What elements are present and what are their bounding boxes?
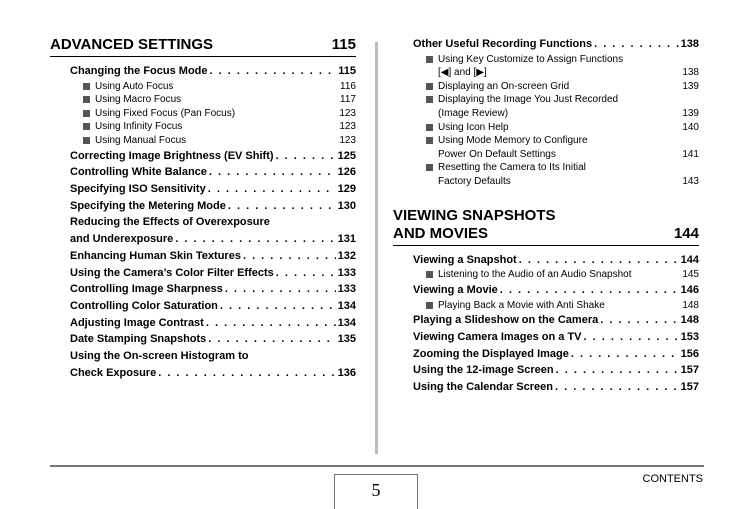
toc-entry[interactable]: [70, 181, 356, 198]
toc-entry-page: 144: [680, 253, 699, 266]
leader-dots: [175, 231, 335, 248]
toc-subentry-page: 148: [682, 299, 699, 311]
toc-subentry-page: 117: [340, 94, 356, 106]
contents-link[interactable]: CONTENTS: [642, 473, 703, 485]
toc-entry-title: Controlling Image Sharpness: [70, 283, 223, 296]
toc-entry-page: 156: [680, 347, 699, 360]
leader-dots: [225, 281, 336, 298]
toc-subentry-page: 138: [682, 67, 699, 79]
toc-entry[interactable]: [413, 329, 699, 346]
leader-dots: [276, 265, 336, 282]
leader-dots: [210, 63, 337, 80]
toc-entry-title: Using the Calendar Screen: [413, 381, 553, 394]
leader-dots: [208, 331, 335, 348]
toc-entry-title: Correcting Image Brightness (EV Shift): [70, 149, 274, 162]
leader-dots: [158, 365, 335, 382]
toc-entry-page: 115: [338, 65, 356, 77]
square-bullet-icon: [426, 56, 433, 63]
leader-dots: [519, 252, 679, 269]
toc-subentry-title-line2: Factory Defaults: [438, 176, 511, 188]
toc-entry-page: 134: [337, 316, 356, 329]
section-page-number: 115: [331, 36, 356, 53]
toc-entry-page: 146: [680, 283, 699, 296]
toc-entry-page: 129: [337, 183, 356, 196]
section-title: ADVANCED SETTINGS: [50, 36, 214, 53]
toc-subentry-title-line1: Resetting the Camera to Its Initial: [438, 162, 586, 174]
toc-entry[interactable]: [70, 348, 356, 381]
leader-dots: [555, 379, 679, 396]
square-bullet-icon: [426, 271, 433, 278]
toc-entry-title: Viewing a Movie: [413, 283, 498, 296]
square-bullet-icon: [426, 302, 433, 309]
toc-subentry-page: 139: [682, 80, 699, 92]
toc-entry[interactable]: [413, 252, 699, 269]
leader-dots: [594, 36, 679, 53]
toc-entry[interactable]: [70, 298, 356, 315]
toc-subentry[interactable]: [83, 134, 356, 148]
toc-subentry-page: 123: [339, 135, 356, 147]
toc-entry-title: Viewing a Snapshot: [413, 253, 517, 266]
toc-entry-title: Using the Camera’s Color Filter Effects: [70, 266, 274, 279]
toc-entry[interactable]: [413, 36, 699, 53]
leader-dots: [208, 181, 336, 198]
toc-entry-title: Date Stamping Snapshots: [70, 333, 207, 346]
toc-subentry[interactable]: [426, 80, 699, 94]
toc-entry-title: Other Useful Recording Functions: [413, 38, 593, 50]
toc-entry[interactable]: [70, 248, 356, 265]
toc-subentry-title-line2: [◀] and [▶]: [438, 67, 487, 79]
toc-entry-title: Zooming the Displayed Image: [413, 347, 569, 360]
square-bullet-icon: [426, 137, 433, 144]
toc-subentry[interactable]: [83, 80, 356, 94]
toc-entry[interactable]: [70, 281, 356, 298]
toc-entry[interactable]: [413, 282, 699, 299]
leader-dots: [206, 315, 336, 332]
toc-entries-left: [70, 63, 356, 382]
toc-entry[interactable]: [70, 315, 356, 332]
leader-dots: [243, 248, 336, 265]
leader-dots: [584, 329, 679, 346]
toc-entry[interactable]: [70, 265, 356, 282]
toc-entry[interactable]: [70, 331, 356, 348]
toc-entry-title-line1: Using the On-screen Histogram to: [70, 350, 249, 363]
toc-subentry-title: Playing Back a Movie with Anti Shake: [438, 299, 605, 311]
toc-entry-page: 133: [337, 266, 356, 279]
toc-entry-title: Using the 12-image Screen: [413, 364, 554, 377]
toc-entry-page: 131: [337, 233, 356, 246]
toc-subentry-title-line2: (Image Review): [438, 108, 509, 120]
toc-entry-title: Playing a Slideshow on the Camera: [413, 314, 599, 327]
toc-entry[interactable]: [70, 214, 356, 247]
toc-entry-title-line2: Check Exposure: [70, 366, 157, 379]
toc-subentry-page: 139: [682, 108, 699, 120]
square-bullet-icon: [426, 96, 433, 103]
toc-entry-page: 148: [680, 314, 699, 327]
toc-entry-title: Adjusting Image Contrast: [70, 316, 204, 329]
toc-subentry-page: 141: [682, 148, 699, 160]
toc-entry-page: 157: [680, 381, 699, 394]
toc-entry[interactable]: [413, 346, 699, 363]
toc-entry-title: Viewing Camera Images on a TV: [413, 330, 582, 343]
toc-entry-title: Enhancing Human Skin Textures: [70, 249, 241, 262]
toc-entry-page: 130: [337, 199, 356, 212]
square-bullet-icon: [83, 110, 90, 117]
square-bullet-icon: [83, 123, 90, 130]
toc-entry-title: Controlling Color Saturation: [70, 300, 218, 312]
toc-subentry-title: Listening to the Audio of an Audio Snapshot: [438, 269, 632, 281]
toc-entry-page: 134: [337, 300, 356, 312]
leader-dots: [600, 312, 678, 329]
toc-subentry-title: Using Macro Focus: [95, 94, 182, 106]
toc-entry-page: 153: [680, 330, 699, 343]
toc-subentry-title-line1: Using Key Customize to Assign Functions: [438, 53, 624, 65]
toc-subentry[interactable]: [426, 161, 699, 188]
toc-entry-title: Specifying ISO Sensitivity: [70, 183, 206, 196]
section-title-line2: AND MOVIES: [393, 224, 489, 242]
toc-subentry-page: 140: [682, 121, 699, 133]
toc-entry-title: Controlling White Balance: [70, 166, 207, 179]
toc-entry[interactable]: [70, 164, 356, 181]
square-bullet-icon: [426, 83, 433, 90]
leader-dots: [571, 346, 679, 363]
toc-entry-title: Changing the Focus Mode: [70, 65, 208, 77]
square-bullet-icon: [83, 83, 90, 90]
toc-subentry-page: 123: [339, 107, 356, 119]
toc-subentry-page: 123: [339, 121, 356, 133]
leader-dots: [276, 148, 336, 165]
toc-entry[interactable]: [413, 312, 699, 329]
toc-subentry[interactable]: [83, 107, 356, 121]
toc-entry-page: 133: [337, 283, 356, 296]
toc-entry-page: 126: [337, 166, 356, 179]
section-heading-advanced-settings: [50, 36, 356, 57]
toc-subentry-title: Using Icon Help: [438, 121, 509, 133]
toc-subentry-page: 116: [340, 80, 356, 92]
toc-subentry[interactable]: [426, 121, 699, 135]
toc-subentry[interactable]: [426, 53, 699, 80]
toc-subentry[interactable]: [426, 93, 699, 120]
toc-entry[interactable]: [70, 198, 356, 215]
toc-subentry[interactable]: [426, 299, 699, 313]
square-bullet-icon: [83, 96, 90, 103]
toc-entry-page: 135: [337, 333, 356, 346]
toc-subentry[interactable]: [426, 268, 699, 282]
right-column: [393, 36, 699, 396]
toc-entry[interactable]: [413, 362, 699, 379]
section-heading-viewing: [393, 207, 699, 246]
leader-dots: [556, 362, 679, 379]
page-number: 5: [334, 474, 418, 509]
toc-entry[interactable]: [70, 148, 356, 165]
section-title-line1: VIEWING SNAPSHOTS: [393, 206, 556, 224]
toc-subentry-title-line2: Power On Default Settings: [438, 148, 556, 160]
toc-subentry[interactable]: [83, 93, 356, 107]
toc-entry[interactable]: [413, 379, 699, 396]
square-bullet-icon: [426, 124, 433, 131]
footer-rule: [50, 465, 704, 467]
toc-subentry-title: Using Fixed Focus (Pan Focus): [95, 107, 236, 119]
toc-entry-title-line2: and Underexposure: [70, 233, 174, 246]
toc-subentry-page: 145: [682, 269, 699, 281]
toc-entry-page: 157: [680, 364, 699, 377]
toc-subentry-title-line1: Displaying the Image You Just Recorded: [438, 94, 619, 106]
leader-dots: [220, 298, 336, 315]
toc-entries-right-top: [413, 36, 699, 189]
toc-subentry-page: 143: [682, 176, 699, 188]
toc-subentry[interactable]: [83, 120, 356, 134]
leader-dots: [228, 198, 336, 215]
toc-entry-title: Specifying the Metering Mode: [70, 199, 226, 212]
toc-entry-page: 132: [337, 249, 356, 262]
toc-entry-page: 138: [680, 38, 699, 50]
toc-subentry-title: Displaying an On-screen Grid: [438, 80, 570, 92]
toc-subentry-title-line1: Using Mode Memory to Configure: [438, 135, 588, 147]
toc-subentry-title: Using Auto Focus: [95, 80, 174, 92]
leader-dots: [209, 164, 336, 181]
toc-subentry[interactable]: [426, 134, 699, 161]
toc-subentry-title: Using Manual Focus: [95, 135, 187, 147]
toc-subentry-title: Using Infinity Focus: [95, 121, 183, 133]
toc-entry-page: 125: [337, 149, 356, 162]
toc-entry[interactable]: [70, 63, 356, 80]
square-bullet-icon: [83, 137, 90, 144]
toc-entries-right-bottom: [413, 252, 699, 396]
toc-entry-title-line1: Reducing the Effects of Overexposure: [70, 216, 270, 229]
leader-dots: [500, 282, 679, 299]
left-column: [50, 36, 356, 382]
column-divider: [375, 42, 378, 454]
section-page-number: 144: [673, 224, 699, 242]
toc-entry-page: 136: [337, 366, 356, 379]
square-bullet-icon: [426, 164, 433, 171]
